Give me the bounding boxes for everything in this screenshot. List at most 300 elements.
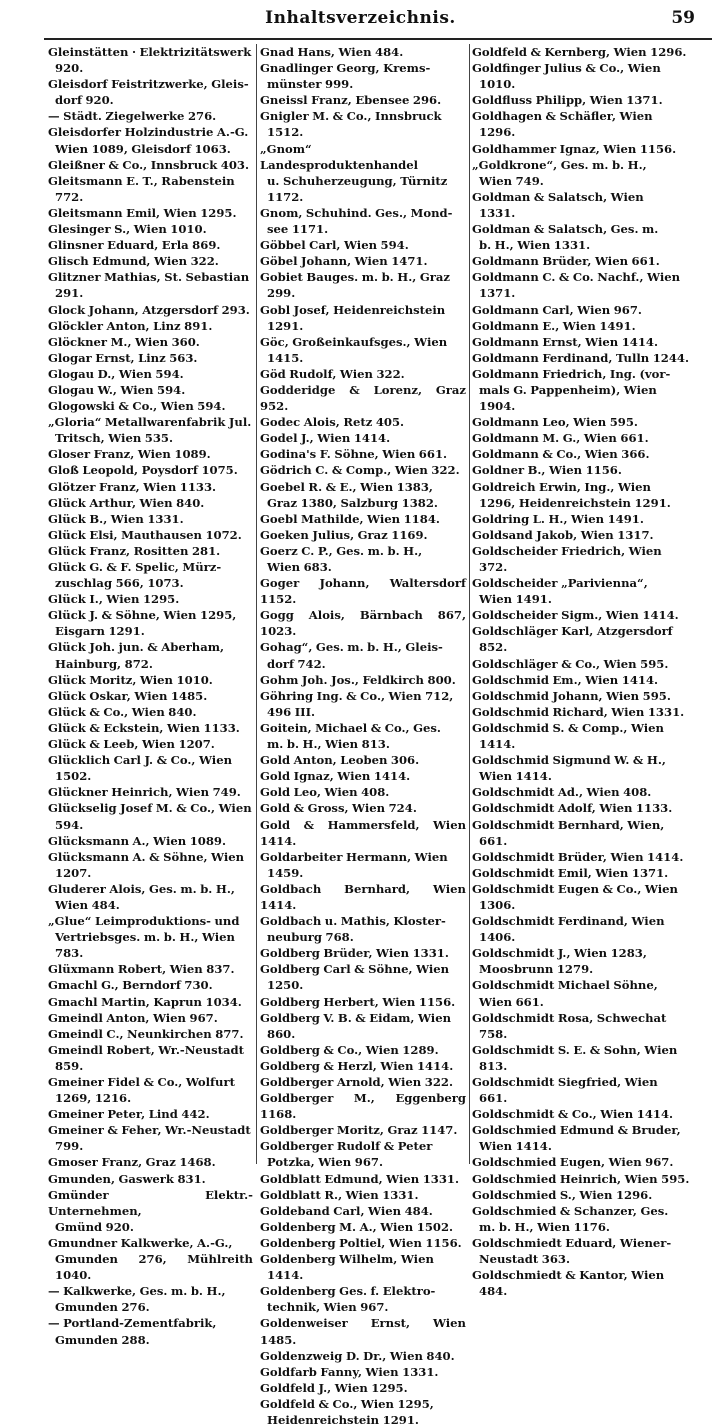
entry-line: Goldenzweig D. Dr., Wien 840.: [260, 1348, 455, 1363]
entry-continuation: Wien 1089, Gleisdorf 1063.: [55, 141, 231, 156]
entry-line: — Kalkwerke, Ges. m. b. H.,: [48, 1284, 226, 1299]
entry-continuation: 758.: [479, 1026, 508, 1041]
index-entry: [48, 495, 253, 511]
index-entry: [260, 672, 466, 688]
index-entry: [472, 527, 710, 543]
entry-continuation: 1250.: [267, 978, 304, 993]
index-entry: [48, 833, 253, 849]
index-column-3: [472, 44, 710, 1299]
index-entry: [260, 430, 466, 446]
entry-line: Goldmann E., Wien 1491.: [472, 318, 636, 333]
entry-continuation: m. b. H., Wien 813.: [267, 737, 390, 752]
entry-line: Goldeband Carl, Wien 484.: [260, 1203, 433, 1218]
index-entry: [260, 688, 466, 720]
index-entry: [260, 607, 466, 639]
entry-continuation: technik, Wien 967.: [267, 1300, 389, 1315]
entry-line: Goldenberg Poltiel, Wien 1156.: [260, 1235, 462, 1250]
index-entry: [472, 189, 710, 221]
entry-continuation: 859.: [55, 1058, 84, 1073]
entry-continuation: 799.: [55, 1139, 84, 1154]
entry-continuation: 1512.: [267, 125, 304, 140]
entry-line: Glück Franz, Rositten 281.: [48, 543, 221, 558]
index-entry: [260, 1251, 466, 1283]
entry-line: Goldschmidt J., Wien 1283,: [472, 946, 647, 961]
entry-line: Goldberger Rudolf & Peter: [260, 1139, 433, 1154]
index-entry: [48, 591, 253, 607]
entry-line: Goldmann Ferdinand, Tulln 1244.: [472, 350, 690, 365]
entry-line: „Gnom“ Landesproduktenhandel: [260, 141, 419, 172]
entry-continuation: Graz 1380, Salzburg 1382.: [267, 495, 438, 510]
index-entry: [472, 414, 710, 430]
entry-line: Gleißner & Co., Innsbruck 403.: [48, 157, 250, 172]
entry-line: Goldschmidt Michael Söhne,: [472, 978, 658, 993]
index-entry: [260, 1187, 466, 1203]
index-entry: [260, 108, 466, 140]
index-entry: [472, 977, 710, 1009]
entry-line: Gmeiner & Feher, Wr.-Neustadt: [48, 1123, 251, 1138]
index-entry: [472, 446, 710, 462]
entry-line: Goldberger M., Eggenberg 1168.: [260, 1091, 466, 1122]
index-entry: [472, 1074, 710, 1106]
entry-line: Goldschmidt Brüder, Wien 1414.: [472, 849, 684, 864]
index-entry: [260, 1171, 466, 1187]
entry-line: — Portland-Zementfabrik,: [48, 1316, 217, 1331]
entry-line: Goldschmidt & Co., Wien 1414.: [472, 1107, 674, 1122]
index-entry: [48, 1283, 253, 1315]
index-entry: [48, 994, 253, 1010]
entry-line: Glock Johann, Atzgersdorf 293.: [48, 302, 250, 317]
index-entry: [260, 849, 466, 881]
index-entry: [472, 543, 710, 575]
entry-continuation: Gmunden 276.: [55, 1300, 150, 1315]
entry-line: Glogowski & Co., Wien 594.: [48, 399, 226, 414]
entry-continuation: dorf 742.: [267, 656, 326, 671]
entry-line: Goldschmidt Siegfried, Wien: [472, 1075, 658, 1089]
index-entry: [48, 1171, 253, 1187]
entry-line: Gnad Hans, Wien 484.: [260, 45, 404, 59]
entry-line: Goldberg Brüder, Wien 1331.: [260, 946, 449, 961]
entry-line: Goldschmied Edmund & Bruder,: [472, 1123, 681, 1138]
entry-line: Goldenberg M. A., Wien 1502.: [260, 1219, 454, 1234]
index-entry: [48, 462, 253, 478]
entry-line: Glückner Heinrich, Wien 749.: [48, 785, 241, 800]
entry-line: Gleitsmann E. T., Rabenstein: [48, 173, 235, 188]
index-entry: [48, 1042, 253, 1074]
entry-continuation: 1296.: [479, 125, 516, 140]
index-entry: [260, 1122, 466, 1138]
entry-line: Glisch Edmund, Wien 322.: [48, 254, 219, 269]
index-entry: [48, 44, 253, 76]
entry-line: Glück Elsi, Mauthausen 1072.: [48, 527, 242, 542]
entry-line: Goldschmidt Bernhard, Wien,: [472, 817, 665, 832]
index-entry: [48, 977, 253, 993]
entry-line: Goldschmid Johann, Wien 595.: [472, 688, 671, 703]
index-entry: [260, 817, 466, 849]
index-entry: [48, 913, 253, 961]
entry-line: Goldschmidt Ferdinand, Wien: [472, 914, 665, 929]
index-entry: [472, 462, 710, 478]
index-entry: [472, 44, 710, 60]
index-entry: [260, 800, 466, 816]
entry-continuation: m. b. H., Wien 1176.: [479, 1219, 610, 1234]
entry-line: Gödrich C. & Comp., Wien 322.: [260, 463, 460, 478]
entry-line: Goldblatt R., Wien 1331.: [260, 1187, 419, 1202]
entry-line: Goldenberg Wilhelm, Wien: [260, 1252, 434, 1267]
index-entry: [472, 1267, 710, 1299]
entry-continuation: 496 III.: [267, 704, 316, 719]
entry-line: Gold Leo, Wien 408.: [260, 785, 390, 800]
entry-line: Gmeindl Anton, Wien 967.: [48, 1010, 218, 1025]
entry-line: Goitein, Michael & Co., Ges.: [260, 720, 441, 735]
index-entry: [48, 76, 253, 108]
entry-line: Glücksmann A., Wien 1089.: [48, 833, 226, 848]
index-entry: [472, 607, 710, 623]
index-entry: [48, 302, 253, 318]
index-entry: [48, 382, 253, 398]
page-title: Inhaltsverzeichnis.: [265, 8, 456, 28]
entry-continuation: 661.: [479, 1091, 508, 1106]
index-entry: [472, 334, 710, 350]
entry-continuation: 299.: [267, 286, 296, 301]
index-entry: [48, 688, 253, 704]
index-entry: [48, 543, 253, 559]
entry-continuation: zuschlag 566, 1073.: [55, 576, 184, 591]
index-entry: [260, 1010, 466, 1042]
entry-continuation: 1414.: [479, 737, 516, 752]
index-entry: [472, 302, 710, 318]
entry-line: Glogar Ernst, Linz 563.: [48, 350, 198, 365]
index-entry: [260, 768, 466, 784]
entry-line: Goldreich Erwin, Ing., Wien: [472, 479, 651, 494]
entry-line: Gluderer Alois, Ges. m. b. H.,: [48, 881, 235, 896]
entry-line: Goldfarb Fanny, Wien 1331.: [260, 1364, 439, 1379]
index-entry: [472, 881, 710, 913]
entry-line: Goldenberg Ges. f. Elektro-: [260, 1284, 436, 1299]
entry-continuation: 594.: [55, 817, 84, 832]
index-entry: [48, 736, 253, 752]
index-entry: [48, 607, 253, 639]
entry-continuation: Gmünd 920.: [55, 1219, 134, 1234]
index-entry: [472, 849, 710, 865]
index-entry: [260, 1380, 466, 1396]
index-entry: [260, 1074, 466, 1090]
entry-line: Goldschmidt Eugen & Co., Wien: [472, 881, 678, 896]
index-entry: [472, 1010, 710, 1042]
index-entry: [260, 1235, 466, 1251]
entry-line: Goldner B., Wien 1156.: [472, 463, 622, 478]
entry-line: Goldscheider „Parivienna“,: [472, 576, 648, 591]
entry-line: Goldmann C. & Co. Nachf., Wien: [472, 270, 681, 285]
entry-continuation: Wien 484.: [55, 897, 120, 912]
entry-continuation: Hainburg, 872.: [55, 656, 153, 671]
entry-continuation: 860.: [267, 1026, 296, 1041]
entry-line: Goldberger Moritz, Graz 1147.: [260, 1123, 458, 1138]
index-entry: [260, 784, 466, 800]
entry-continuation: Wien 1491.: [479, 592, 552, 607]
index-entry: [472, 92, 710, 108]
index-entry: [260, 1315, 466, 1347]
entry-line: Goldberg V. B. & Eidam, Wien: [260, 1010, 452, 1025]
index-entry: [260, 913, 466, 945]
entry-continuation: Potzka, Wien 967.: [267, 1155, 383, 1170]
index-entry: [472, 1187, 710, 1203]
entry-continuation: 1207.: [55, 865, 92, 880]
index-entry: [472, 784, 710, 800]
column-divider: [256, 44, 257, 1164]
entry-line: Goebl Mathilde, Wien 1184.: [260, 511, 440, 526]
entry-line: Glück Joh. jun. & Aberham,: [48, 640, 225, 655]
index-entry: [260, 1042, 466, 1058]
index-entry: [260, 1283, 466, 1315]
entry-line: Goldschläger & Co., Wien 595.: [472, 656, 669, 671]
entry-continuation: 1172.: [267, 189, 304, 204]
entry-line: Godderidge & Lorenz, Graz 952.: [260, 382, 466, 414]
entry-line: Gloß Leopold, Poysdorf 1075.: [48, 463, 238, 478]
index-entry: [48, 672, 253, 688]
entry-line: Goldmann Leo, Wien 595.: [472, 415, 638, 430]
index-entry: [48, 221, 253, 237]
index-entry: [260, 527, 466, 543]
entry-line: Gold & Gross, Wien 724.: [260, 801, 417, 816]
entry-line: Glück Oskar, Wien 1485.: [48, 688, 208, 703]
index-entry: [260, 446, 466, 462]
entry-line: Glück & Eckstein, Wien 1133.: [48, 720, 240, 735]
index-entry: [472, 1042, 710, 1074]
index-entry: [260, 994, 466, 1010]
entry-line: Goldmann & Co., Wien 366.: [472, 447, 650, 462]
entry-line: Glück J. & Söhne, Wien 1295,: [48, 608, 237, 623]
entry-continuation: 372.: [479, 560, 508, 574]
entry-line: Gold & Hammersfeld, Wien 1414.: [260, 817, 466, 848]
index-entry: [472, 221, 710, 253]
index-entry: [472, 623, 710, 655]
entry-line: Glötzer Franz, Wien 1133.: [48, 479, 217, 494]
index-entry: [48, 446, 253, 462]
index-entry: [472, 688, 710, 704]
index-entry: [260, 237, 466, 253]
index-entry: [48, 237, 253, 253]
index-entry: [472, 479, 710, 511]
entry-line: Gneissl Franz, Ebensee 296.: [260, 93, 442, 108]
entry-line: Goldman & Salatsch, Ges. m.: [472, 222, 659, 237]
entry-line: Goeken Julius, Graz 1169.: [260, 527, 428, 542]
entry-line: Goldfinger Julius & Co., Wien: [472, 61, 661, 76]
entry-continuation: Wien 749.: [479, 173, 544, 188]
index-entry: [472, 913, 710, 945]
index-entry: [472, 1203, 710, 1235]
index-entry: [472, 1106, 710, 1122]
index-entry: [48, 414, 253, 446]
index-entry: [260, 1138, 466, 1170]
page-number: 59: [671, 8, 695, 28]
entry-line: Gmachl G., Berndorf 730.: [48, 978, 213, 993]
index-entry: [48, 366, 253, 382]
entry-line: Gnadlinger Georg, Krems-: [260, 61, 431, 76]
index-entry: [260, 462, 466, 478]
entry-line: Glogau W., Wien 594.: [48, 382, 186, 397]
entry-line: Goldschmidt Rosa, Schwechat: [472, 1010, 667, 1025]
index-entry: [260, 945, 466, 961]
entry-line: Gmunden, Gaswerk 831.: [48, 1171, 206, 1186]
entry-continuation: 291.: [55, 286, 84, 301]
index-entry: [48, 269, 253, 301]
entry-line: Gogg Alois, Bärnbach 867, 1023.: [260, 608, 466, 639]
entry-continuation: Gmunden 276, Mühlreith 1040.: [55, 1252, 253, 1283]
entry-continuation: Wien 683.: [267, 560, 332, 574]
entry-line: Gnom, Schuhind. Ges., Mond-: [260, 205, 453, 220]
index-entry: [48, 253, 253, 269]
entry-line: „Goldkrone“, Ges. m. b. H.,: [472, 157, 647, 172]
entry-line: Goldblatt Edmund, Wien 1331.: [260, 1171, 460, 1186]
index-entry: [260, 1348, 466, 1364]
index-entry: [472, 945, 710, 977]
entry-line: Gloser Franz, Wien 1089.: [48, 447, 211, 462]
index-entry: [472, 865, 710, 881]
index-entry: [260, 1396, 466, 1428]
entry-line: Göd Rudolf, Wien 322.: [260, 366, 405, 381]
entry-continuation: 1415.: [267, 350, 304, 365]
entry-line: Gleinstätten · Elektrizitätswerk: [48, 45, 252, 59]
entry-line: Glöckner M., Wien 360.: [48, 334, 200, 349]
entry-line: Glücksmann A. & Söhne, Wien: [48, 849, 245, 864]
index-entry: [48, 752, 253, 784]
index-entry: [48, 318, 253, 334]
index-entry: [260, 479, 466, 511]
entry-continuation: 484.: [479, 1284, 508, 1299]
entry-line: Goldfeld & Kernberg, Wien 1296.: [472, 45, 687, 59]
entry-line: Gohag“, Ges. m. b. H., Gleis-: [260, 640, 443, 655]
entry-line: Glitzner Mathias, St. Sebastian: [48, 270, 250, 285]
entry-continuation: 1904.: [479, 399, 516, 414]
index-entry: [472, 318, 710, 334]
index-entry: [472, 704, 710, 720]
entry-line: Glück & Leeb, Wien 1207.: [48, 737, 215, 752]
index-entry: [48, 849, 253, 881]
index-column-2: [260, 44, 466, 1427]
entry-line: Goldberg & Co., Wien 1289.: [260, 1042, 439, 1057]
entry-line: Gmundner Kalkwerke, A.-G.,: [48, 1235, 233, 1250]
entry-line: Gobiet Bauges. m. b. H., Graz: [260, 270, 450, 285]
index-entry: [48, 961, 253, 977]
entry-line: Glogau D., Wien 594.: [48, 366, 184, 381]
index-entry: [48, 1010, 253, 1026]
entry-continuation: u. Schuherzeugung, Türnitz: [267, 173, 448, 188]
index-entry: [48, 1187, 253, 1235]
index-entry: [260, 334, 466, 366]
index-entry: [260, 511, 466, 527]
entry-line: Goldberg Herbert, Wien 1156.: [260, 994, 456, 1009]
index-entry: [260, 253, 466, 269]
entry-line: — Städt. Ziegelwerke 276.: [48, 109, 217, 124]
entry-line: Goldscheider Friedrich, Wien: [472, 543, 662, 558]
index-entry: [472, 366, 710, 414]
entry-line: Gold Anton, Leoben 306.: [260, 753, 420, 768]
index-entry: [48, 124, 253, 156]
index-entry: [48, 1154, 253, 1170]
entry-line: Gmeindl C., Neunkirchen 877.: [48, 1026, 244, 1041]
index-entry: [48, 527, 253, 543]
entry-continuation: Eisgarn 1291.: [55, 624, 145, 639]
entry-line: Glinsner Eduard, Erla 869.: [48, 238, 221, 253]
entry-line: Goldschmid Em., Wien 1414.: [472, 672, 659, 687]
entry-continuation: 852.: [479, 640, 508, 655]
entry-line: Glück I., Wien 1295.: [48, 592, 180, 607]
entry-continuation: Neustadt 363.: [479, 1252, 571, 1267]
entry-continuation: 1010.: [479, 77, 516, 92]
entry-line: „Gloria“ Metallwarenfabrik Jul.: [48, 415, 252, 430]
entry-line: Goldman & Salatsch, Wien: [472, 189, 644, 204]
index-entry: [472, 253, 710, 269]
index-entry: [472, 575, 710, 607]
index-entry: [48, 334, 253, 350]
entry-line: Goldschmidt S. E. & Sohn, Wien: [472, 1042, 678, 1057]
entry-line: Goldbach Bernhard, Wien 1414.: [260, 881, 466, 912]
entry-line: Goldarbeiter Hermann, Wien: [260, 849, 448, 864]
entry-line: Gold Ignaz, Wien 1414.: [260, 769, 411, 784]
entry-line: Goerz C. P., Ges. m. b. H.,: [260, 543, 423, 558]
index-entry: [472, 1171, 710, 1187]
entry-line: Goldmann Friedrich, Ing. (vor-: [472, 366, 671, 381]
index-entry: [48, 1122, 253, 1154]
column-divider: [469, 44, 470, 1164]
entry-continuation: Tritsch, Wien 535.: [55, 431, 174, 446]
entry-continuation: Moosbrunn 1279.: [479, 962, 594, 977]
entry-line: Goldschmid S. & Comp., Wien: [472, 720, 664, 735]
index-entry: [260, 366, 466, 382]
entry-line: Goldschmiedt Eduard, Wiener-: [472, 1235, 672, 1250]
header-rule: [44, 38, 712, 40]
entry-line: Goldschmied Eugen, Wien 967.: [472, 1155, 674, 1170]
index-entry: [48, 559, 253, 591]
index-entry: [472, 752, 710, 784]
entry-line: Gmünder Elektr.-Unternehmen,: [48, 1187, 253, 1218]
index-entry: [260, 414, 466, 430]
entry-line: Goebel R. & E., Wien 1383,: [260, 479, 433, 494]
entry-line: Goldbach u. Mathis, Kloster-: [260, 914, 446, 929]
entry-continuation: 1306.: [479, 897, 516, 912]
index-entry: [260, 575, 466, 607]
page-header: [0, 6, 721, 36]
entry-continuation: 1502.: [55, 769, 92, 784]
index-entry: [260, 1203, 466, 1219]
index-entry: [260, 639, 466, 671]
index-entry: [48, 784, 253, 800]
entry-line: Gleitsmann Emil, Wien 1295.: [48, 205, 237, 220]
entry-continuation: see 1171.: [267, 222, 329, 237]
index-entry: [48, 479, 253, 495]
entry-line: Goldschmied Heinrich, Wien 595.: [472, 1171, 690, 1186]
index-entry: [472, 672, 710, 688]
entry-line: Göc, Großeinkaufsges., Wien: [260, 334, 448, 349]
entry-continuation: b. H., Wien 1331.: [479, 238, 591, 253]
index-entry: [260, 60, 466, 92]
entry-continuation: neuburg 768.: [267, 930, 354, 945]
entry-line: Goger Johann, Waltersdorf 1152.: [260, 576, 466, 607]
entry-continuation: mals G. Pappenheim), Wien: [479, 382, 657, 397]
entry-line: Goldberg Carl & Söhne, Wien: [260, 962, 450, 977]
index-column-1: [48, 44, 253, 1347]
entry-continuation: 772.: [55, 189, 84, 204]
entry-line: Glüxmann Robert, Wien 837.: [48, 962, 235, 977]
entry-line: Goldhammer Ignaz, Wien 1156.: [472, 141, 677, 156]
entry-line: Goldschmied S., Wien 1296.: [472, 1187, 653, 1202]
entry-line: Goldfeld & Co., Wien 1295,: [260, 1396, 434, 1411]
entry-line: Goldmann Ernst, Wien 1414.: [472, 334, 659, 349]
index-entry: [472, 141, 710, 157]
entry-line: Gleisdorf Feistritzwerke, Gleis-: [48, 77, 249, 92]
index-entry: [260, 720, 466, 752]
entry-line: Glück Arthur, Wien 840.: [48, 495, 205, 510]
